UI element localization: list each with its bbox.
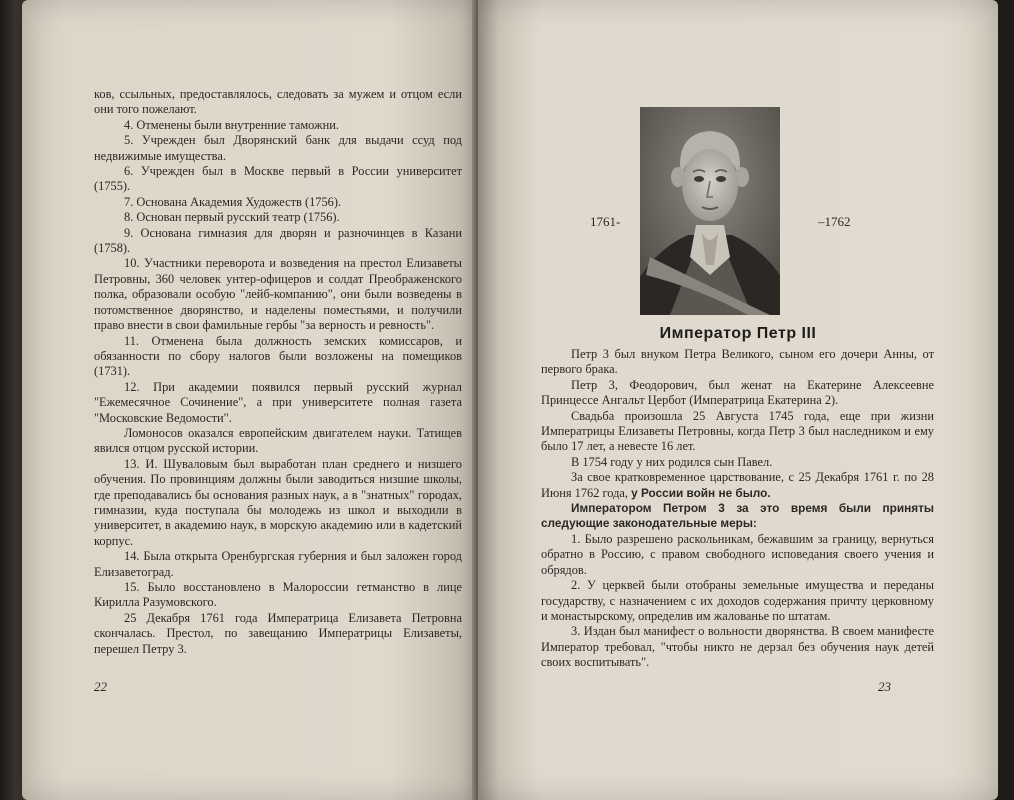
text-paragraph: В 1754 году у них родился сын Павел. — [571, 454, 773, 469]
text-paragraph: 10. Участники переворота и возведения на престол Елизаветы Петровны, 360 человек унтер-офицеров и солдат Преображенского полка, образовали особую "лейб-компанию", они были возведены в потомственное дворянство, и наделены поместьями, и получили право внести в свои фамильные гербы "за верность и ревность". — [94, 256, 462, 333]
right-page — [478, 0, 998, 800]
portrait-image — [640, 107, 780, 315]
text-paragraph: 13. И. Шуваловым был выработан план среднего и низшего обучения. По провинциям должны были заводиться низшие школы, где преподавались бы основания разных наук, а в "знатных" городах, гимназии, куда поступала бы молодежь из школ и выходили в университет, в академию наук, в морскую академию или в кадетский корпус. — [94, 456, 462, 548]
text-paragraph: 12. При академии появился первый русский журнал "Ежемесячное Сочинение", а при университете полная газета "Московские Ведомости". — [94, 379, 462, 425]
bold-paragraph: Императором Петром 3 за это время были приняты следующие законодательные меры: — [541, 501, 934, 531]
right-page-text — [541, 347, 934, 671]
text-paragraph: Петр 3 был внуком Петра Великого, сыном его дочери Анны, от первого брака. — [541, 347, 934, 377]
text-paragraph: Петр 3, Феодорович, был женат на Екатерине Алексеевне Принцессе Ангальт Цербот (Императрица Екатерина 2). — [541, 377, 934, 408]
reign-start-date: 1761- — [590, 214, 621, 229]
text-paragraph: 14. Была открыта Оренбургская губерния и был заложен город Елизаветоград. — [94, 549, 462, 579]
page-number-right: 23 — [878, 679, 891, 694]
section-title: Император Петр III — [659, 325, 817, 342]
text-paragraph: 9. Основана гимназия для дворян и разночинцев в Казани (1758). — [94, 225, 462, 256]
text-paragraph: 7. Основана Академия Художеств (1756). — [124, 194, 342, 209]
text-paragraph: ков, ссыльных, предоставлялось, следовать за мужем и отцом если они того пожелают. — [94, 87, 462, 117]
portrait-illustration — [640, 107, 780, 315]
text-paragraph: 8. Основан первый русский театр (1756). — [124, 210, 340, 225]
text-paragraph: Ломоносов оказался европейским двигателем науки. Татищев явился отцом русской истории. — [94, 425, 462, 456]
bold-text-span: у России войн не было. — [631, 485, 771, 500]
left-page — [22, 0, 480, 800]
page-number-left: 22 — [94, 679, 107, 694]
text-paragraph: 3. Издан был манифест о вольности дворянства. В своем манифесте Император требовал, "чтобы никто не дерзал без обучения наук детей своих воспитывать". — [541, 624, 934, 670]
text-span: За свое кратковременное царствование, с 25 Декабря 1761 г. по 28 Июня 1762 года, — [541, 470, 934, 500]
text-paragraph: 5. Учрежден был Дворянский банк для выдачи ссуд под недвижимые имущества. — [94, 133, 462, 163]
text-paragraph: 15. Было восстановлено в Малороссии гетманство в лице Кирилла Разумовского. — [94, 580, 462, 610]
text-paragraph: 11. Отменена была должность земских комиссаров, и обязанности по сбору налогов были возложены на помещиков (1731). — [94, 333, 462, 379]
text-paragraph: 4. Отменены были внутренние таможни. — [124, 117, 339, 132]
text-paragraph: 1. Было разрешено раскольникам, бежавшим за границу, вернуться обратно в Россию, с правом свободного исповедания своего учения и обрядов. — [541, 531, 934, 577]
left-page-text — [94, 87, 462, 657]
text-paragraph — [541, 470, 934, 501]
text-paragraph: 25 Декабря 1761 года Императрица Елизавета Петровна скончалась. Престол, по завещанию Императрицы Елизаветы, перешел Петру 3. — [94, 610, 462, 656]
reign-end-date: –1762 — [818, 214, 851, 229]
text-paragraph: 6. Учрежден был в Москве первый в России университет (1755). — [94, 164, 462, 194]
text-paragraph: Свадьба произошла 25 Августа 1745 года, еще при жизни Императрицы Елизаветы Петровны, когда Петр 3 был наследником и ему было 17 лет, а невесте 16 лет. — [541, 408, 934, 454]
text-paragraph: 2. У церквей были отобраны земельные имущества и переданы государству, с назначением с их доходов содержания причту церковному и монастырскому, определив им жалованье по штатам. — [541, 578, 934, 623]
